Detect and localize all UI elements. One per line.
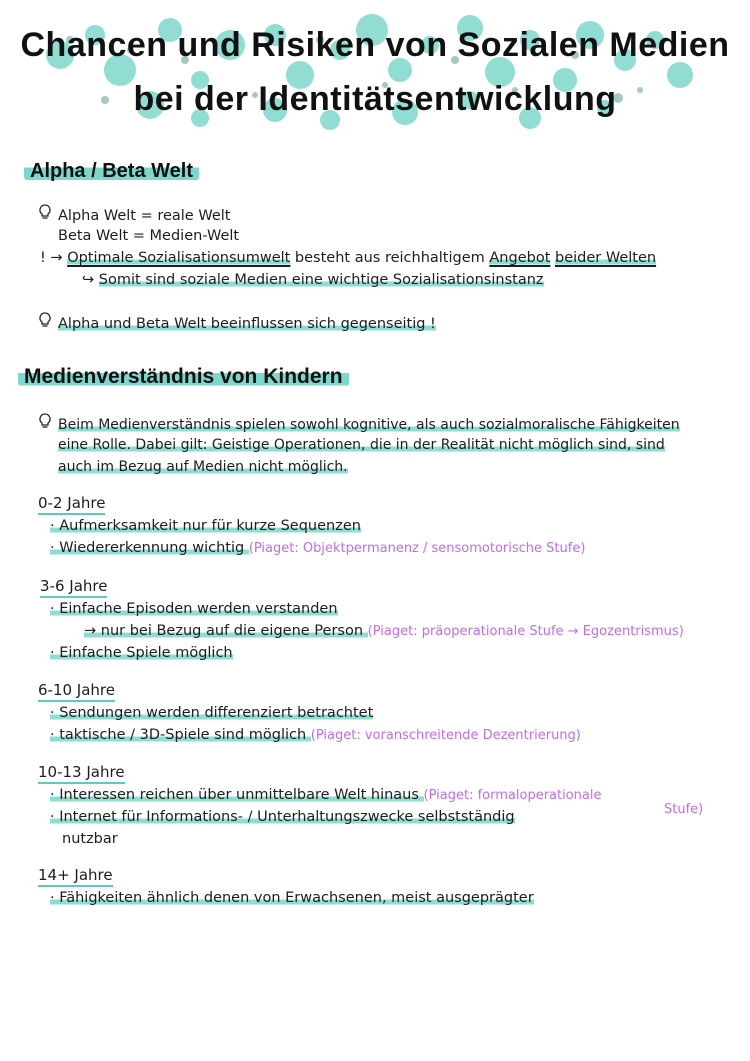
beta-line: Beta Welt = Medien-Welt: [58, 228, 240, 244]
age-6-10-line2: · taktische / 3D-Spiele sind möglich (Piaget: voranschreitende Dezentrierung): [50, 727, 581, 743]
age-10-13-line1: · Interessen reichen über unmittelbare Welt hinaus (Piaget: formaloperationale: [50, 787, 602, 803]
lightbulb-icon: [38, 312, 52, 334]
intro-line-1: Beim Medienverständnis spielen sowohl kognitive, als auch sozialmoralische Fähigkeiten: [38, 413, 680, 435]
optimal-line: ! → Optimale Sozialisationsumwelt besteht aus reichhaltigem Angebot beider Welten: [40, 250, 657, 266]
age-heading-14-plus: 14+ Jahre: [38, 866, 113, 884]
title-dot-decoration: [0, 0, 750, 140]
lightbulb-icon: [38, 413, 52, 435]
age-6-10-line1: · Sendungen werden differenziert betrachtet: [50, 705, 374, 721]
section-heading-medienverstaendnis: Medienverständnis von Kindern: [18, 365, 349, 389]
age-0-2-line1: · Aufmerksamkeit nur für kurze Sequenzen: [50, 518, 361, 534]
age-3-6-line2: → nur bei Bezug auf die eigene Person (Piaget: präoperationale Stufe → Egozentrismus): [84, 623, 684, 639]
age-10-13-line3: nutzbar: [62, 831, 118, 847]
somit-line: ↪ Somit sind soziale Medien eine wichtige Sozialisationsinstanz: [82, 272, 544, 288]
age-heading-10-13: 10-13 Jahre: [38, 763, 125, 781]
age-heading-6-10: 6-10 Jahre: [38, 681, 115, 699]
intro-line-2: eine Rolle. Dabei gilt: Geistige Operationen, die in der Realität nicht möglich sind, sind: [58, 437, 665, 453]
age-heading-3-6: 3-6 Jahre: [40, 577, 107, 595]
page-title-line1: Chancen und Risiken von Sozialen Medien: [20, 26, 730, 64]
section-heading-alpha-beta: Alpha / Beta Welt: [24, 160, 199, 183]
age-heading-0-2: 0-2 Jahre: [38, 494, 105, 512]
intro-line-3: auch im Bezug auf Medien nicht möglich.: [58, 459, 348, 475]
age-14-plus-line1: · Fähigkeiten ähnlich denen von Erwachsenen, meist ausgeprägter: [50, 890, 534, 906]
age-3-6-line3: · Einfache Spiele möglich: [50, 645, 233, 661]
age-3-6-line1: · Einfache Episoden werden verstanden: [50, 601, 338, 617]
age-10-13-line2: · Internet für Informations- / Unterhaltungszwecke selbstständig: [50, 809, 515, 825]
page-title-line2: bei der Identitätsentwicklung: [133, 80, 617, 118]
influence-line: Alpha und Beta Welt beeinflussen sich gegenseitig !: [38, 312, 436, 334]
age-0-2-line2: · Wiedererkennung wichtig (Piaget: Objektpermanenz / sensomotorische Stufe): [50, 540, 586, 556]
lightbulb-icon: [38, 204, 52, 226]
age-10-13-piaget-cont: Stufe): [664, 802, 704, 817]
alpha-line: Alpha Welt = reale Welt: [38, 204, 230, 226]
